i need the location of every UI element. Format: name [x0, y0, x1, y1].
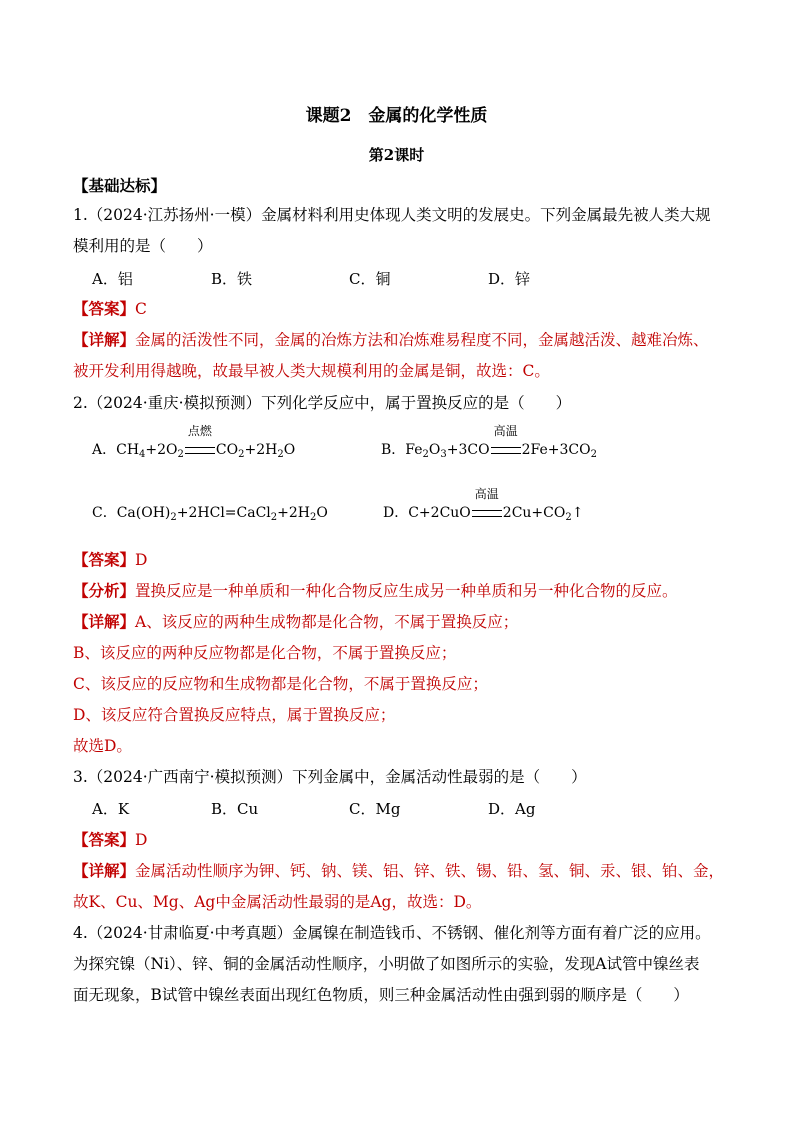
q3-detail-line2: 故K、Cu、Mg、Ag中金属活动性最弱的是Ag，故选：D。: [73, 893, 482, 911]
eq-sub: 3: [440, 449, 447, 460]
detail-text: 金属活动性顺序为钾、钙、钠、镁、铝、锌、铁、锡、铅、氢、铜、汞、银、铂、金，: [135, 862, 725, 880]
answer-tag: 【答案】: [73, 830, 136, 849]
eq-text: D．C+2CuO: [383, 505, 471, 521]
answer-value: C: [135, 300, 147, 318]
page-title: 课题2 金属的化学性质: [305, 106, 488, 126]
q3-stem: 3.（2024·广西南宁·模拟预测）下列金属中，金属活动性最弱的是（ ）: [73, 768, 587, 786]
q2-option-b: [381, 424, 597, 461]
eq-text: O: [283, 442, 296, 458]
q1-detail-line2: 被开发利用得越晚，故最早被人类大规模利用的金属是铜，故选：C。: [73, 362, 550, 380]
eq-text: CO: [215, 442, 239, 458]
analysis-text: 置换反应是一种单质和一种化合物反应生成另一种单质和另一种化合物的反应。: [135, 582, 678, 600]
q2-detail-c: C、该反应的反应物和生成物都是化合物，不属于置换反应；: [73, 675, 488, 693]
q1-option-d: D．锌: [488, 270, 531, 288]
eq-sub: 2: [590, 449, 597, 460]
eq-text: O: [428, 442, 441, 458]
eq-sub: 2: [270, 512, 278, 523]
eq-text: A．CH: [92, 442, 140, 458]
q1-option-c: C．铜: [349, 270, 391, 288]
q2-detail-b: B、该反应的两种反应物都是化合物，不属于置换反应；: [73, 644, 457, 662]
q3-option-c: C．Mg: [349, 800, 401, 818]
answer-tag: 【答案】: [73, 299, 136, 318]
detail-text: A、该反应的两种生成物都是化合物，不属于置换反应；: [135, 613, 519, 631]
condition-label: 高温: [493, 424, 518, 438]
equal-bar: [472, 510, 502, 517]
eq-text: 2Cu+CO: [502, 505, 566, 521]
detail-text: 金属的活泼性不同，金属的冶炼方法和冶炼难易程度不同，金属越活泼、越难冶炼、: [135, 331, 709, 349]
eq-text: O: [316, 505, 328, 521]
page-subtitle: 第2课时: [368, 146, 425, 164]
q4-stem-line1: 4.（2024·甘肃临夏·中考真题）金属镍在制造钱币、不锈钢、催化剂等方面有着广泛的应用。: [73, 924, 711, 942]
q4-stem-line2: 为探究镍（Ni）、锌、铜的金属活动性顺序，小明做了如图所示的实验，发现A试管中镍丝表: [73, 955, 700, 973]
q3-answer: [73, 829, 147, 851]
eq-text: B．Fe: [381, 442, 423, 458]
eq-sub: 2: [565, 512, 572, 523]
eq-text: ↑: [571, 505, 584, 521]
q3-option-a: A．K: [92, 800, 130, 818]
reaction-condition: [184, 424, 216, 461]
q1-stem-line2: 模利用的是（ ）: [73, 237, 213, 255]
eq-sub: 4: [139, 449, 146, 460]
q2-conclusion: 故选D。: [73, 737, 132, 755]
eq-sub: 2: [238, 449, 245, 460]
condition-label: 高温: [474, 487, 499, 501]
detail-tag: 【详解】: [73, 861, 136, 880]
q2-answer: [73, 549, 147, 571]
q4-stem-line3: 面无现象，B试管中镍丝表面出现红色物质，则三种金属活动性由强到弱的顺序是（ ）: [73, 986, 689, 1004]
eq-sub: 2: [422, 449, 429, 460]
eq-text: +2HCl=CaCl: [176, 505, 271, 521]
q2-detail-d: D、该反应符合置换反应特点，属于置换反应；: [73, 706, 396, 724]
q1-option-a: A．铝: [92, 270, 133, 288]
q2-option-c: [92, 502, 328, 524]
eq-text: 2Fe+3CO: [521, 442, 591, 458]
eq-text: +2H: [244, 442, 278, 458]
eq-text: +2O: [145, 442, 178, 458]
condition-label: 点燃: [187, 424, 212, 438]
q3-option-b: B．Cu: [211, 800, 259, 818]
q3-option-d: D．Ag: [488, 800, 536, 818]
analysis-tag: 【分析】: [73, 581, 136, 600]
answer-value: D: [135, 831, 148, 849]
eq-text: C．Ca(OH): [92, 505, 171, 521]
eq-sub: 2: [310, 512, 317, 523]
q2-stem: 2.（2024·重庆·模拟预测）下列化学反应中，属于置换反应的是（ ）: [73, 394, 572, 412]
q2-analysis: [73, 580, 678, 602]
q1-detail-line1: [73, 329, 709, 351]
eq-sub: 2: [177, 449, 184, 460]
eq-text: +3CO: [446, 442, 490, 458]
q2-detail-a: [73, 611, 518, 633]
eq-text: +2H: [277, 505, 311, 521]
eq-sub: 2: [277, 449, 284, 460]
eq-sub: 2: [170, 512, 177, 523]
answer-value: D: [135, 551, 148, 569]
q2-option-a: [92, 424, 296, 461]
q1-answer: [73, 298, 147, 320]
answer-tag: 【答案】: [73, 550, 136, 569]
equal-bar: [185, 447, 215, 454]
q1-stem-line1: 1.（2024·江苏扬州·一模）金属材料利用史体现人类文明的发展史。下列金属最先被人类大规: [73, 206, 711, 224]
equal-bar: [491, 447, 521, 454]
q2-option-d: [383, 487, 584, 524]
section-heading: 【基础达标】: [73, 176, 167, 195]
q3-detail-line1: [73, 860, 724, 882]
reaction-condition: [490, 424, 522, 461]
detail-tag: 【详解】: [73, 612, 136, 631]
q1-option-b: B．铁: [211, 270, 253, 288]
detail-tag: 【详解】: [73, 330, 136, 349]
reaction-condition: [471, 487, 503, 524]
